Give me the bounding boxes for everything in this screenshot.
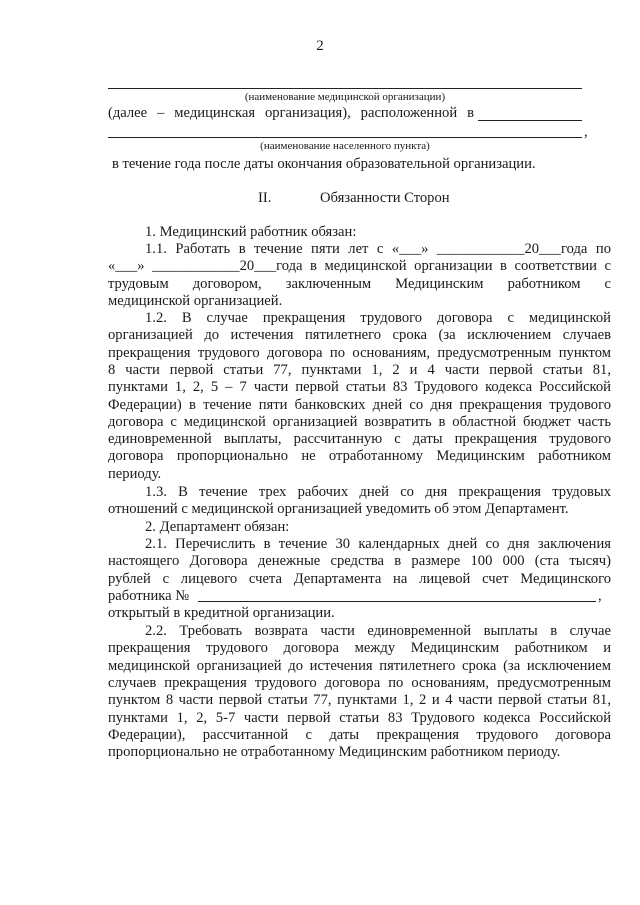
clause-12-line: 1.2. В случае прекращения трудового договора с медицинской bbox=[145, 310, 611, 326]
clause-22-line: пунктами 1, 2, 5-7 части первой статьи 83 Трудового кодекса Российской bbox=[108, 709, 611, 726]
clause-12-line: единовременной выплаты, рассчитанную с даты прекращения трудового bbox=[108, 431, 611, 448]
clause-12-line: прекращения трудового договора по основаниям, предусмотренным пунктом bbox=[108, 344, 611, 361]
clause-22-line: Федерации), рассчитанной с даты прекращения трудового договора bbox=[108, 726, 611, 743]
clause-12-line: договора пропорционально не отработанному Медицинским работником bbox=[108, 448, 611, 465]
settlement-comma: , bbox=[584, 124, 588, 140]
clause-12-line: 8 части первой статьи 77, пунктами 1, 2 и 4 части первой статьи 81, bbox=[108, 361, 611, 378]
clause-22-line: прекращения трудового договора между Медицинским работником и bbox=[108, 640, 611, 657]
settlement-name-line[interactable] bbox=[108, 137, 582, 138]
clause-12-line: организацией до истечения пятилетнего срока (за исключением случаев bbox=[108, 327, 611, 344]
clause-11-line: 1.1. Работать в течение пяти лет с «___» ____________20___года по bbox=[145, 241, 611, 257]
clause-12-line: периоду. bbox=[108, 465, 162, 482]
clause-21-line: настоящего Договора денежные средства в размере 100 000 (ста тысяч) bbox=[108, 553, 611, 570]
clause-22-line: медицинской организацией до истечения пятилетнего срока (за исключением bbox=[108, 657, 611, 674]
hereinafter-line: (далее – медицинская организация), расположенной в bbox=[108, 105, 474, 121]
clause-1-heading: 1. Медицинский работник обязан: bbox=[145, 224, 357, 240]
clause-12-line: договора с медицинской организацией возвратить в областной бюджет часть bbox=[108, 413, 611, 430]
section-number: II. bbox=[258, 190, 272, 206]
settlement-caption: (наименование населенного пункта) bbox=[260, 140, 430, 152]
clause-11-line: трудовым договором, заключенным Медицинским работником с bbox=[108, 275, 611, 292]
clause-22-line: случаев прекращения трудового договора по основаниям, предусмотренным bbox=[108, 674, 611, 691]
within-year-line: в течение года после даты окончания образовательной организации. bbox=[112, 156, 536, 172]
clause-13-line: 1.3. В течение трех рабочих дней со дня прекращения трудовых bbox=[145, 484, 611, 500]
org-name-caption: (наименование медицинской организации) bbox=[244, 91, 446, 103]
clause-21-line: работника № bbox=[108, 587, 190, 604]
clause-22-line: пунктом 8 части первой статьи 77, пунктами 1, 2 и 4 части первой статьи 81, bbox=[108, 692, 611, 709]
location-line[interactable] bbox=[478, 120, 582, 121]
clause-12-line: пунктами 1, 2, 5 – 7 части первой статьи 83 Трудового кодекса Российской bbox=[108, 379, 611, 396]
clause-11-line: медицинской организацией. bbox=[108, 292, 283, 309]
clause-21-line: 2.1. Перечислить в течение 30 календарных дней со дня заключения bbox=[145, 536, 611, 552]
section-title: Обязанности Сторон bbox=[320, 190, 450, 206]
account-comma: , bbox=[598, 588, 602, 604]
clause-22-line: пропорционально не отработанному Медицинским работником периоду. bbox=[108, 744, 561, 761]
clause-2-heading: 2. Департамент обязан: bbox=[145, 519, 290, 535]
page-number: 2 bbox=[316, 38, 324, 54]
org-name-line[interactable] bbox=[108, 88, 582, 89]
clause-11-line: «___» ____________20___года в медицинской организации в соответствии с bbox=[108, 258, 611, 275]
clause-12-line: Федерации) в течение пяти банковских дней со дня прекращения трудового bbox=[108, 396, 611, 413]
account-number-line[interactable] bbox=[198, 601, 596, 602]
clause-13-line: отношений с медицинской организацией уведомить об этом Департамент. bbox=[108, 501, 569, 518]
clause-22-line: 2.2. Требовать возврата части единовременной выплаты в случае bbox=[145, 623, 611, 639]
clause-21-line: рублей с лицевого счета Департамента на лицевой счет Медицинского bbox=[108, 570, 611, 587]
clause-21-line: открытый в кредитной организации. bbox=[108, 605, 335, 622]
